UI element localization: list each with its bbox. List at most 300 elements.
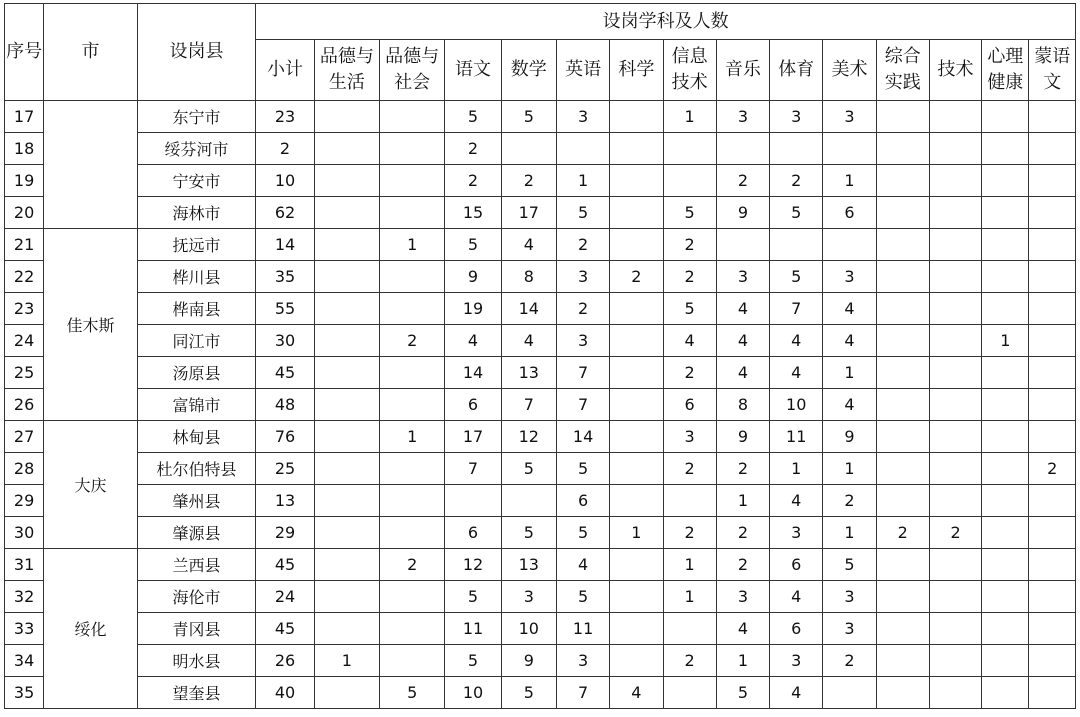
count-cell: 14	[501, 293, 556, 325]
table-row	[5, 613, 1076, 645]
subject-header: 品德与社会	[380, 40, 445, 101]
count-cell: 1	[823, 357, 876, 389]
count-cell	[716, 133, 769, 165]
count-cell	[1029, 389, 1076, 421]
county-cell: 桦川县	[137, 261, 256, 293]
count-cell	[876, 389, 929, 421]
count-cell	[929, 549, 981, 581]
count-cell: 40	[256, 677, 314, 709]
count-cell: 3	[556, 261, 609, 293]
count-cell: 1	[663, 581, 716, 613]
count-cell: 7	[501, 389, 556, 421]
count-cell: 5	[556, 581, 609, 613]
teacher-posts-table	[4, 3, 1076, 709]
county-cell: 富锦市	[137, 389, 256, 421]
table-row	[5, 453, 1076, 485]
count-cell: 3	[770, 645, 823, 677]
count-cell: 3	[663, 421, 716, 453]
count-cell	[380, 389, 445, 421]
count-cell	[610, 581, 663, 613]
subject-group-header: 设岗学科及人数	[256, 4, 1076, 40]
count-cell: 1	[716, 485, 769, 517]
count-cell: 24	[256, 581, 314, 613]
count-cell: 2	[716, 165, 769, 197]
seq-cell: 29	[5, 485, 44, 517]
count-cell: 7	[445, 453, 501, 485]
count-cell	[663, 133, 716, 165]
count-cell	[929, 613, 981, 645]
seq-cell: 26	[5, 389, 44, 421]
county-cell: 望奎县	[137, 677, 256, 709]
count-cell	[823, 677, 876, 709]
count-cell: 2	[770, 165, 823, 197]
count-cell: 5	[556, 517, 609, 549]
seq-cell: 23	[5, 293, 44, 325]
count-cell	[929, 453, 981, 485]
count-cell: 2	[556, 229, 609, 261]
seq-cell: 22	[5, 261, 44, 293]
count-cell	[982, 677, 1029, 709]
seq-cell: 30	[5, 517, 44, 549]
count-cell	[314, 421, 379, 453]
count-cell	[876, 165, 929, 197]
count-cell	[380, 197, 445, 229]
count-cell: 5	[770, 197, 823, 229]
count-cell: 76	[256, 421, 314, 453]
count-cell	[876, 325, 929, 357]
count-cell: 35	[256, 261, 314, 293]
count-cell	[1029, 613, 1076, 645]
count-cell	[929, 581, 981, 613]
count-cell	[876, 677, 929, 709]
count-cell	[610, 165, 663, 197]
count-cell: 11	[445, 613, 501, 645]
count-cell	[982, 197, 1029, 229]
count-cell	[1029, 517, 1076, 549]
count-cell: 2	[663, 229, 716, 261]
table-row	[5, 357, 1076, 389]
count-cell	[610, 197, 663, 229]
count-cell: 1	[663, 101, 716, 133]
seq-cell: 32	[5, 581, 44, 613]
count-cell: 1	[823, 517, 876, 549]
count-cell: 1	[770, 453, 823, 485]
count-cell	[663, 165, 716, 197]
count-cell	[663, 485, 716, 517]
count-cell: 62	[256, 197, 314, 229]
count-cell	[314, 357, 379, 389]
count-cell	[770, 133, 823, 165]
count-cell: 17	[445, 421, 501, 453]
count-cell: 26	[256, 645, 314, 677]
table-row	[5, 581, 1076, 613]
seq-cell: 34	[5, 645, 44, 677]
count-cell	[982, 293, 1029, 325]
count-cell	[380, 293, 445, 325]
count-cell	[314, 389, 379, 421]
seq-cell: 27	[5, 421, 44, 453]
subject-header: 心理健康	[982, 40, 1029, 101]
count-cell	[982, 453, 1029, 485]
count-cell: 48	[256, 389, 314, 421]
count-cell	[1029, 261, 1076, 293]
count-cell	[982, 133, 1029, 165]
count-cell: 4	[770, 325, 823, 357]
count-cell: 2	[823, 645, 876, 677]
count-cell	[380, 133, 445, 165]
count-cell	[1029, 645, 1076, 677]
count-cell: 2	[823, 485, 876, 517]
county-cell: 宁安市	[137, 165, 256, 197]
count-cell: 3	[823, 261, 876, 293]
subject-header: 英语	[556, 40, 609, 101]
count-cell	[1029, 101, 1076, 133]
table-row	[5, 517, 1076, 549]
count-cell: 6	[445, 389, 501, 421]
count-cell	[314, 485, 379, 517]
count-cell	[982, 485, 1029, 517]
count-cell	[876, 421, 929, 453]
count-cell	[380, 357, 445, 389]
count-cell: 3	[823, 581, 876, 613]
table-body	[5, 101, 1076, 709]
count-cell: 15	[445, 197, 501, 229]
city-cell: 绥化	[44, 549, 138, 709]
count-cell: 1	[716, 645, 769, 677]
count-cell: 13	[256, 485, 314, 517]
count-cell	[929, 261, 981, 293]
count-cell	[823, 229, 876, 261]
count-cell	[380, 581, 445, 613]
count-cell	[610, 101, 663, 133]
count-cell	[982, 389, 1029, 421]
count-cell: 6	[770, 549, 823, 581]
county-cell: 肇州县	[137, 485, 256, 517]
count-cell	[982, 581, 1029, 613]
count-cell: 2	[445, 165, 501, 197]
count-cell	[314, 581, 379, 613]
count-cell: 4	[716, 293, 769, 325]
count-cell: 4	[501, 229, 556, 261]
count-cell	[380, 645, 445, 677]
seq-cell: 25	[5, 357, 44, 389]
count-cell	[876, 133, 929, 165]
table-row	[5, 325, 1076, 357]
count-cell	[1029, 581, 1076, 613]
count-cell	[982, 229, 1029, 261]
count-cell: 10	[256, 165, 314, 197]
count-cell: 4	[663, 325, 716, 357]
count-cell	[770, 229, 823, 261]
county-cell: 海伦市	[137, 581, 256, 613]
count-cell: 1	[823, 165, 876, 197]
count-cell	[1029, 357, 1076, 389]
count-cell: 11	[556, 613, 609, 645]
count-cell: 30	[256, 325, 314, 357]
count-cell: 2	[380, 325, 445, 357]
count-cell: 45	[256, 549, 314, 581]
count-cell: 5	[445, 581, 501, 613]
count-cell	[929, 485, 981, 517]
count-cell: 7	[556, 389, 609, 421]
city-header: 市	[44, 4, 138, 101]
count-cell	[929, 293, 981, 325]
count-cell	[876, 197, 929, 229]
count-cell	[982, 261, 1029, 293]
count-cell: 8	[716, 389, 769, 421]
count-cell: 9	[501, 645, 556, 677]
count-cell: 9	[445, 261, 501, 293]
count-cell: 45	[256, 357, 314, 389]
count-cell: 4	[445, 325, 501, 357]
table-row	[5, 101, 1076, 133]
count-cell: 2	[380, 549, 445, 581]
count-cell	[929, 645, 981, 677]
count-cell	[1029, 421, 1076, 453]
county-cell: 桦南县	[137, 293, 256, 325]
count-cell: 2	[1029, 453, 1076, 485]
count-cell	[663, 677, 716, 709]
count-cell: 2	[663, 357, 716, 389]
subject-header: 综合实践	[876, 40, 929, 101]
count-cell	[610, 133, 663, 165]
header-row-top	[5, 4, 1076, 40]
count-cell: 11	[770, 421, 823, 453]
count-cell	[610, 549, 663, 581]
count-cell: 5	[445, 229, 501, 261]
count-cell: 5	[770, 261, 823, 293]
count-cell: 29	[256, 517, 314, 549]
count-cell	[982, 517, 1029, 549]
count-cell: 5	[501, 677, 556, 709]
county-cell: 林甸县	[137, 421, 256, 453]
count-cell: 9	[716, 421, 769, 453]
count-cell: 3	[770, 517, 823, 549]
count-cell	[929, 357, 981, 389]
count-cell: 14	[556, 421, 609, 453]
count-cell: 1	[610, 517, 663, 549]
count-cell: 3	[716, 581, 769, 613]
count-cell: 6	[445, 517, 501, 549]
count-cell: 3	[823, 613, 876, 645]
count-cell: 4	[716, 325, 769, 357]
count-cell	[929, 389, 981, 421]
count-cell: 6	[823, 197, 876, 229]
count-cell	[380, 453, 445, 485]
count-cell: 3	[556, 645, 609, 677]
count-cell	[380, 101, 445, 133]
count-cell: 4	[823, 389, 876, 421]
count-cell	[663, 613, 716, 645]
count-cell	[501, 485, 556, 517]
seq-cell: 21	[5, 229, 44, 261]
table-row	[5, 485, 1076, 517]
county-cell: 东宁市	[137, 101, 256, 133]
count-cell: 5	[556, 453, 609, 485]
count-cell	[982, 549, 1029, 581]
count-cell	[1029, 165, 1076, 197]
count-cell	[876, 645, 929, 677]
count-cell: 1	[823, 453, 876, 485]
count-cell: 2	[256, 133, 314, 165]
county-cell: 肇源县	[137, 517, 256, 549]
count-cell: 2	[663, 261, 716, 293]
county-cell: 兰西县	[137, 549, 256, 581]
count-cell: 5	[663, 197, 716, 229]
count-cell	[610, 453, 663, 485]
count-cell: 17	[501, 197, 556, 229]
count-cell: 1	[663, 549, 716, 581]
subject-header: 科学	[610, 40, 663, 101]
subject-header: 信息技术	[663, 40, 716, 101]
count-cell: 2	[716, 549, 769, 581]
count-cell: 2	[556, 293, 609, 325]
count-cell: 2	[610, 261, 663, 293]
seq-cell: 18	[5, 133, 44, 165]
count-cell: 6	[556, 485, 609, 517]
count-cell: 1	[380, 229, 445, 261]
count-cell: 5	[716, 677, 769, 709]
table-row	[5, 549, 1076, 581]
count-cell: 1	[982, 325, 1029, 357]
count-cell	[876, 261, 929, 293]
count-cell: 3	[823, 101, 876, 133]
count-cell	[314, 101, 379, 133]
count-cell: 4	[610, 677, 663, 709]
count-cell: 3	[770, 101, 823, 133]
count-cell	[982, 165, 1029, 197]
count-cell: 4	[770, 581, 823, 613]
subject-header: 蒙语文	[1029, 40, 1076, 101]
count-cell: 4	[770, 485, 823, 517]
count-cell	[929, 133, 981, 165]
count-cell	[982, 421, 1029, 453]
table-row	[5, 293, 1076, 325]
count-cell	[610, 357, 663, 389]
count-cell	[1029, 549, 1076, 581]
count-cell: 4	[716, 357, 769, 389]
count-cell	[929, 101, 981, 133]
count-cell: 55	[256, 293, 314, 325]
count-cell	[929, 197, 981, 229]
count-cell	[823, 133, 876, 165]
recruitment-table-wrapper	[4, 3, 1076, 709]
count-cell	[929, 229, 981, 261]
count-cell: 4	[823, 325, 876, 357]
table-row	[5, 421, 1076, 453]
count-cell: 2	[663, 517, 716, 549]
table-row	[5, 645, 1076, 677]
county-cell: 抚远市	[137, 229, 256, 261]
count-cell	[929, 421, 981, 453]
count-cell: 14	[256, 229, 314, 261]
count-cell	[876, 485, 929, 517]
count-cell	[876, 293, 929, 325]
count-cell: 45	[256, 613, 314, 645]
count-cell: 5	[501, 517, 556, 549]
county-header: 设岗县	[137, 4, 256, 101]
count-cell: 2	[663, 453, 716, 485]
count-cell: 8	[501, 261, 556, 293]
count-cell: 3	[556, 101, 609, 133]
count-cell	[876, 357, 929, 389]
county-cell: 汤原县	[137, 357, 256, 389]
count-cell	[929, 165, 981, 197]
count-cell: 13	[501, 357, 556, 389]
count-cell: 5	[501, 453, 556, 485]
count-cell: 3	[556, 325, 609, 357]
count-cell	[314, 453, 379, 485]
count-cell: 5	[663, 293, 716, 325]
count-cell	[314, 293, 379, 325]
count-cell	[876, 581, 929, 613]
count-cell	[314, 165, 379, 197]
table-row	[5, 389, 1076, 421]
count-cell: 2	[445, 133, 501, 165]
count-cell	[610, 389, 663, 421]
count-cell: 23	[256, 101, 314, 133]
county-cell: 明水县	[137, 645, 256, 677]
count-cell	[610, 485, 663, 517]
count-cell: 2	[663, 645, 716, 677]
count-cell: 4	[556, 549, 609, 581]
city-cell	[44, 101, 138, 229]
count-cell: 7	[556, 677, 609, 709]
count-cell	[876, 549, 929, 581]
count-cell: 2	[501, 165, 556, 197]
count-cell	[380, 261, 445, 293]
count-cell	[876, 453, 929, 485]
count-cell	[876, 101, 929, 133]
count-cell	[610, 325, 663, 357]
count-cell	[314, 325, 379, 357]
count-cell: 1	[380, 421, 445, 453]
count-cell	[1029, 677, 1076, 709]
count-cell: 6	[770, 613, 823, 645]
count-cell	[314, 197, 379, 229]
count-cell	[314, 517, 379, 549]
count-cell	[1029, 133, 1076, 165]
count-cell	[982, 645, 1029, 677]
county-cell: 同江市	[137, 325, 256, 357]
count-cell: 10	[770, 389, 823, 421]
count-cell: 25	[256, 453, 314, 485]
count-cell: 2	[716, 517, 769, 549]
count-cell	[556, 133, 609, 165]
count-cell: 2	[929, 517, 981, 549]
count-cell	[929, 677, 981, 709]
count-cell: 2	[876, 517, 929, 549]
count-cell	[610, 645, 663, 677]
count-cell	[982, 101, 1029, 133]
seq-cell: 33	[5, 613, 44, 645]
seq-cell: 17	[5, 101, 44, 133]
count-cell	[314, 133, 379, 165]
table-row	[5, 229, 1076, 261]
count-cell: 7	[770, 293, 823, 325]
count-cell	[929, 325, 981, 357]
count-cell: 4	[823, 293, 876, 325]
seq-cell: 20	[5, 197, 44, 229]
count-cell	[716, 229, 769, 261]
count-cell: 3	[716, 101, 769, 133]
subject-header: 小计	[256, 40, 314, 101]
count-cell	[982, 357, 1029, 389]
count-cell: 5	[823, 549, 876, 581]
count-cell: 7	[556, 357, 609, 389]
count-cell	[380, 485, 445, 517]
count-cell	[1029, 325, 1076, 357]
